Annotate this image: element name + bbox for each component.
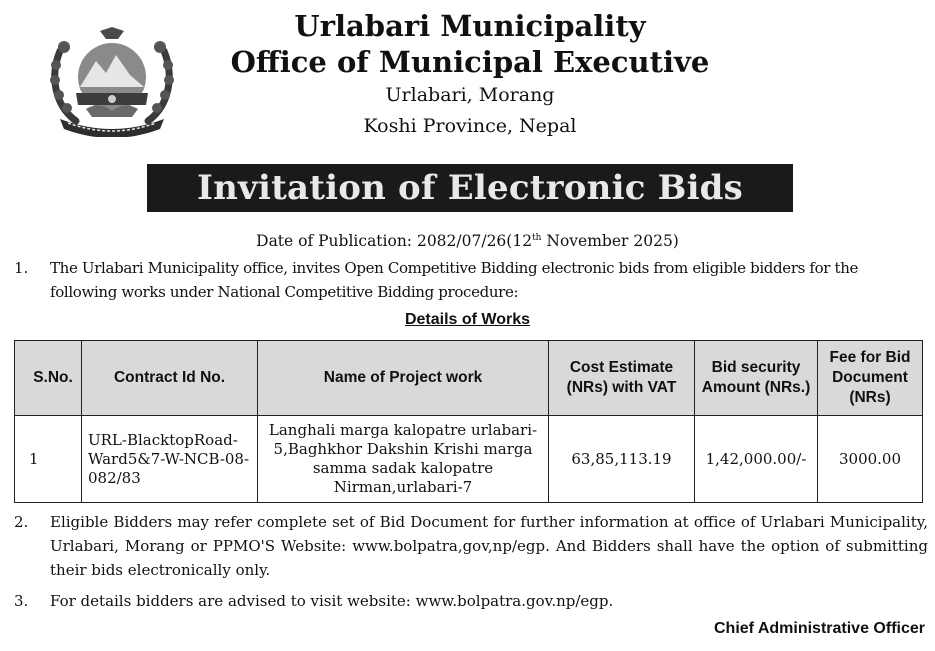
paragraph-3-number: 3.	[14, 592, 29, 610]
notice-banner: Invitation of Electronic Bids	[147, 164, 793, 212]
table-header-row	[15, 341, 923, 416]
address-line-2: Koshi Province, Nepal	[363, 115, 577, 137]
works-table	[14, 340, 923, 503]
paragraph-3	[14, 589, 928, 613]
paragraph-2-number: 2.	[14, 513, 29, 531]
publication-date	[0, 227, 935, 252]
cell-sno: 1	[15, 416, 82, 503]
header-project-name: Name of Project work	[258, 341, 549, 416]
table-row	[15, 416, 923, 503]
office-name: Office of Municipal Executive	[230, 45, 710, 79]
header-sno: S.No.	[15, 341, 82, 416]
paragraph-1-text: The Urlabari Municipality office, invites Open Competitive Bidding electronic bids from eligible bidders for the following works under National Competitive Bidding procedure:	[50, 259, 859, 301]
paragraph-2-text: Eligible Bidders may refer complete set of Bid Document for further information at office of Urlabari Municipality, Urlabari, Morang or PPMO'S Website: www.bolpatra,gov,np/egp. And Bidders shall have the option of submitting their bids electronically only.	[50, 513, 928, 579]
signatory-title: Chief Administrative Officer	[713, 620, 925, 637]
cell-bid-security: 1,42,000.00/-	[695, 416, 818, 503]
header-cost-estimate: Cost Estimate (NRs) with VAT	[549, 341, 695, 416]
publication-date-prefix: Date of Publication: 2082/07/26(12	[256, 232, 533, 251]
paragraph-1-number: 1.	[14, 259, 29, 277]
address-line-1: Urlabari, Morang	[385, 84, 555, 106]
paragraph-3-text: For details bidders are advised to visit website: www.bolpatra.gov.np/egp.	[50, 592, 614, 610]
office-header	[200, 8, 740, 142]
publication-date-suffix: November 2025)	[541, 232, 679, 251]
municipality-name: Urlabari Municipality	[294, 9, 646, 43]
paragraph-1	[14, 256, 928, 304]
cell-contract-id: URL-BlacktopRoad-Ward5&7-W-NCB-08-082/83	[82, 416, 258, 503]
publication-date-superscript: th	[532, 233, 542, 243]
cell-project-name: Langhali marga kalopatre urlabari-5,Baghkhor Dakshin Krishi marga samma sadak kalopatre Nirman,urlabari-7	[258, 416, 549, 503]
cell-cost-estimate: 63,85,113.19	[549, 416, 695, 503]
header-bid-security: Bid security Amount (NRs.)	[695, 341, 818, 416]
details-of-works-title: Details of Works	[404, 311, 531, 328]
header-fee: Fee for Bid Document (NRs)	[818, 341, 923, 416]
nepal-government-emblem-icon	[46, 25, 178, 137]
header-contract-id: Contract Id No.	[82, 341, 258, 416]
paragraph-2	[14, 510, 928, 582]
cell-fee: 3000.00	[818, 416, 923, 503]
